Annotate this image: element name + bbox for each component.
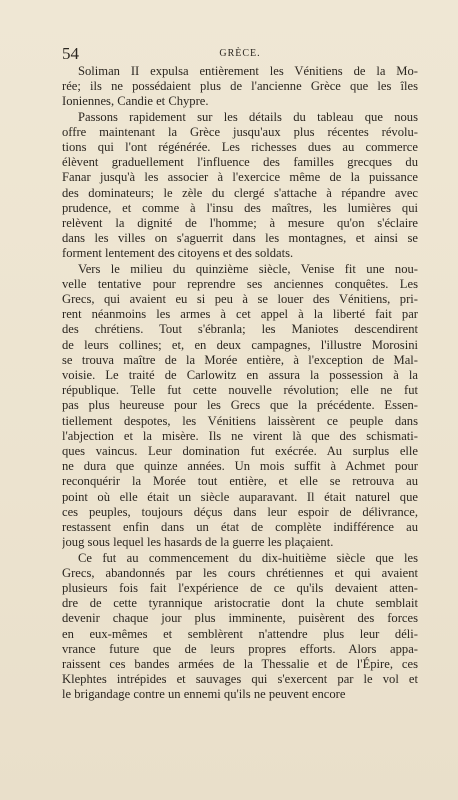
- text-line: Grecs, qui avaient eu si peu à se louer des Vénitiens, pri-: [62, 292, 418, 307]
- text-line: velle tentative pour reprendre ses anciennes conquêtes. Les: [62, 276, 418, 291]
- text-line: dans les villes on s'aguerrit dans les montagnes, et ainsi se: [62, 231, 418, 246]
- text-line: des chrétiens. Tout s'ébranla; les Maniotes descendirent: [62, 322, 418, 337]
- text-line: Grecs, abandonnés par les cours chrétiennes et qui avaient: [62, 565, 418, 580]
- page-number: 54: [62, 44, 79, 63]
- text-line: joug sous lequel les hasards de la guerre les plaçaient.: [62, 535, 334, 550]
- text-line: raissent ces bandes armées de la Thessalie et de l'Épire, ces: [62, 656, 418, 671]
- text-line: le brigandage contre un ennemi qu'ils ne peuvent encore: [62, 687, 346, 702]
- text-line: prudence, et comme à l'insu des maîtres, les lumières qui: [62, 200, 418, 215]
- text-line: rent néanmoins les armes à cet appel à la liberté fait par: [62, 307, 418, 322]
- text-line: plusieurs fois fait l'expérience de ce qu'ils devaient atten-: [62, 580, 418, 595]
- text-line: de leurs collines; et, en deux campagnes, l'illustre Morosini: [62, 337, 418, 352]
- paragraph: [62, 110, 418, 262]
- text-line: relèvent la dignité de l'homme; à mesure qu'on s'éclaire: [62, 216, 418, 231]
- text-line: élèvent graduellement l'influence des familles grecques du: [62, 155, 418, 170]
- text-line: Ioniennes, Candie et Chypre.: [62, 94, 209, 109]
- page-header: [62, 44, 418, 64]
- text-line: des dominateurs; le zèle du clergé s'attache à répandre avec: [62, 185, 418, 200]
- text-line: se trouva maître de la Morée entière, à l'exception de Mal-: [62, 352, 418, 367]
- text-line: vrance future que de leurs propres efforts. Alors appa-: [62, 641, 418, 656]
- text-line: ces peuples, toujours déçus dans leur espoir de délivrance,: [62, 504, 418, 519]
- text-line: pas plus heureuse pour les Grecs que la précédente. Essen-: [62, 398, 418, 413]
- text-line: tiellement despotes, les Vénitiens laissèrent ce peuple dans: [62, 413, 418, 428]
- text-line: ne dura que quinze années. Un mois suffit à Achmet pour: [62, 459, 418, 474]
- text-line: république. Telle fut cette nouvelle révolution; elle ne fut: [62, 383, 418, 398]
- text-line: l'abjection et la misère. Ils ne virent là que des schismati-: [62, 428, 418, 443]
- text-line: Fanar jusqu'à les associer à l'exercice même de la puissance: [62, 170, 418, 185]
- body-text: [62, 64, 418, 703]
- text-line: voisie. Le traité de Carlowitz en assura la possession à la: [62, 368, 418, 383]
- text-line: point où elle était un siècle auparavant. Il était naturel que: [62, 489, 418, 504]
- paragraph: [62, 64, 418, 110]
- paragraph: [62, 551, 418, 703]
- text-line: Ce fut au commencement du dix-huitième siècle que les: [78, 550, 418, 565]
- text-line: forment lentement des citoyens et des soldats.: [62, 246, 294, 261]
- text-line: ques vaincus. Leur domination fut exécrée. Au surplus elle: [62, 444, 418, 459]
- text-line: restassent enfin dans un état de complète indifférence au: [62, 520, 418, 535]
- text-line: rée; ils ne possédaient plus de l'ancienne Grèce que les îles: [62, 79, 418, 94]
- text-line: en eux-mêmes et semblèrent n'attendre plus leur déli-: [62, 626, 418, 641]
- text-line: tions qui l'ont régénérée. Les richesses dues au commerce: [62, 140, 418, 155]
- text-line: devenir chaque jour plus imminente, puisèrent des forces: [62, 611, 418, 626]
- text-line: Soliman II expulsa entièrement les Vénitiens de la Mo-: [78, 64, 418, 78]
- text-line: Vers le milieu du quinzième siècle, Venise fit une nou-: [78, 261, 418, 276]
- running-head: GRÈCE.: [219, 48, 261, 59]
- text-line: Klephtes intrépides et sauvages qui s'exercent par le vol et: [62, 672, 418, 687]
- paragraph: [62, 262, 418, 551]
- text-line: offre maintenant la Grèce jusqu'aux plus récentes révolu-: [62, 124, 418, 139]
- text-line: Passons rapidement sur les détails du tableau que nous: [78, 109, 418, 124]
- text-line: reconquérir la Morée tout entière, et elle se retrouva au: [62, 474, 418, 489]
- text-line: dre de cette tyrannique aristocratie dont la chute semblait: [62, 596, 418, 611]
